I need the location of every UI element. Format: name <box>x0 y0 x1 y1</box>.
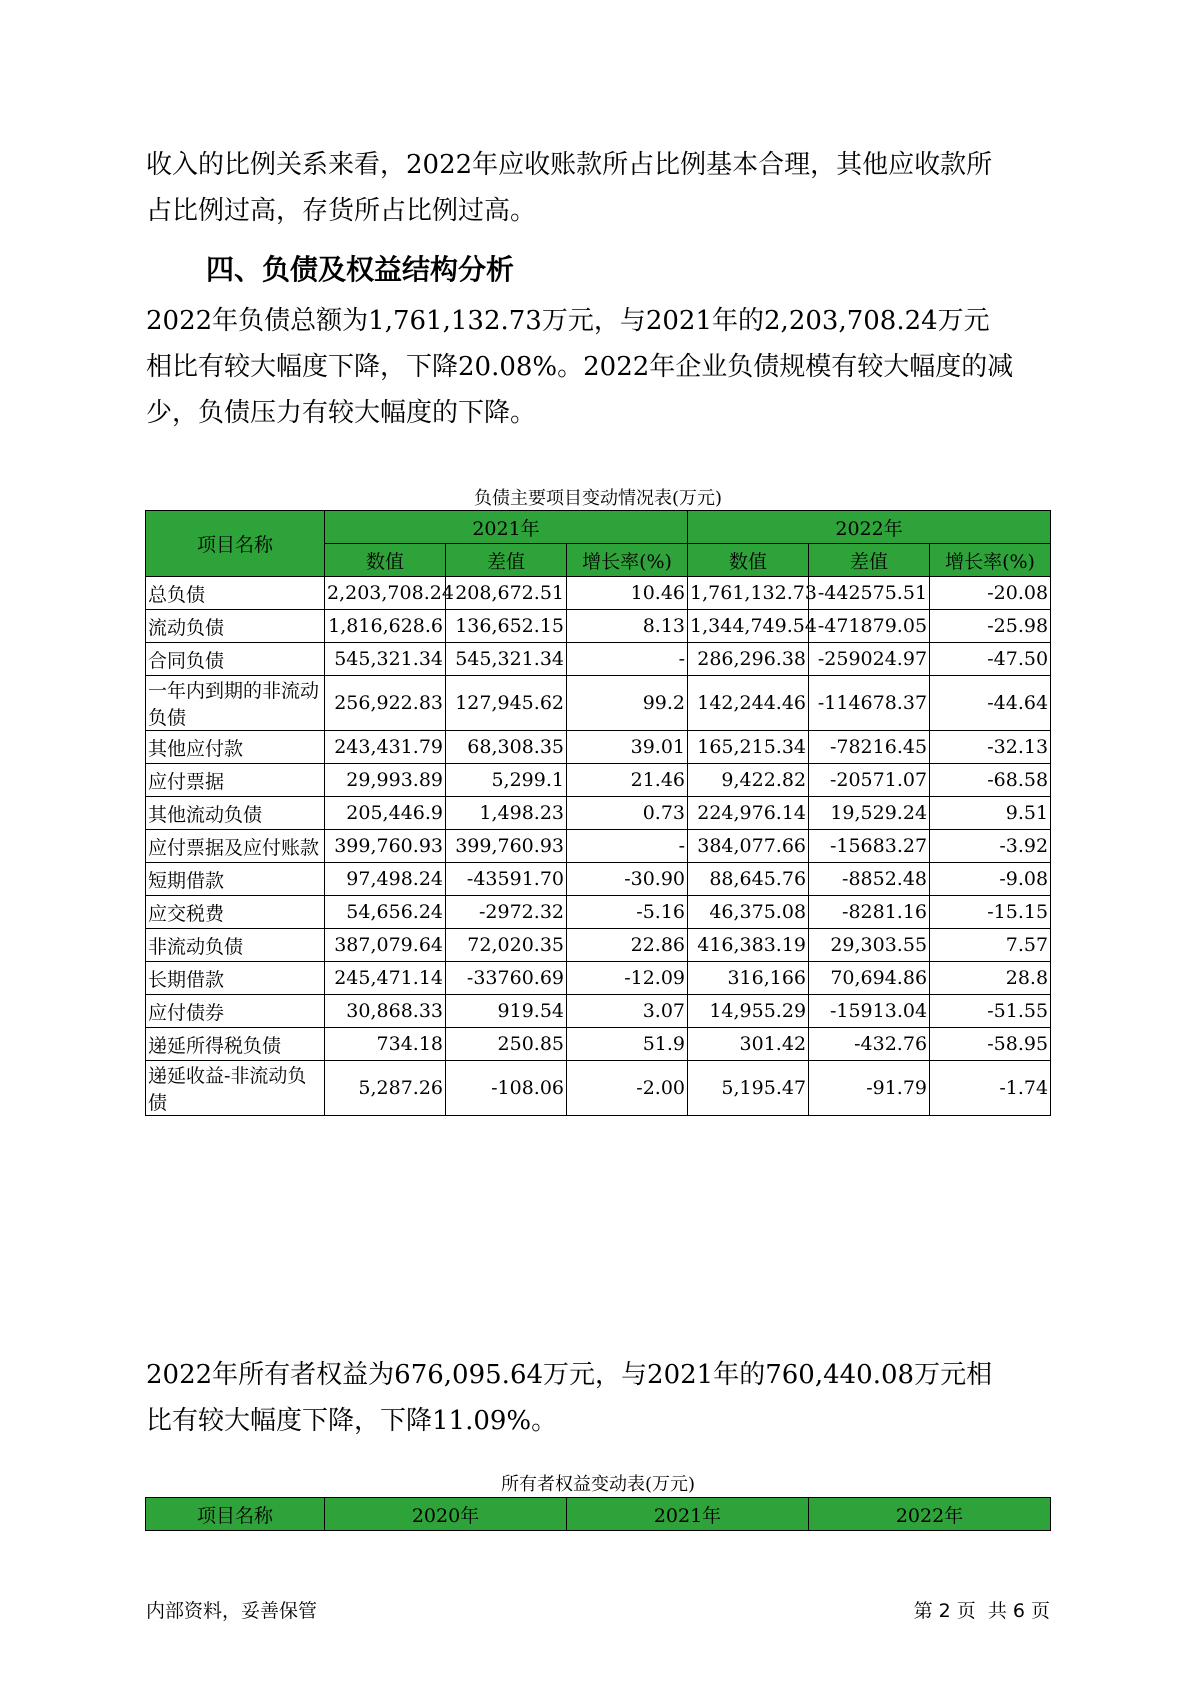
cell-growth-2021: -30.90 <box>567 863 688 896</box>
equity-header-item: 项目名称 <box>146 1498 325 1531</box>
cell-growth-2021: 0.73 <box>567 797 688 830</box>
cell-growth-2021: 10.46 <box>567 577 688 610</box>
cell-value-2022: 9,422.82 <box>688 764 809 797</box>
header-year-2021: 2021年 <box>325 511 688 544</box>
subheader-diff-2022: 差值 <box>809 544 930 577</box>
row-label: 应付债券 <box>146 995 325 1028</box>
liability-table-caption: 负债主要项目变动情况表(万元) <box>473 488 723 509</box>
cell-diff-2022: -15683.27 <box>809 830 930 863</box>
row-label: 其他应付款 <box>146 731 325 764</box>
cell-diff-2022: -442575.51 <box>809 577 930 610</box>
table-row <box>146 764 1051 797</box>
subheader-value-2021: 数值 <box>325 544 446 577</box>
liability-line-2: 相比有较大幅度下降，下降20.08%。2022年企业负债规模有较大幅度的减 <box>146 352 1014 382</box>
cell-diff-2022: -8852.48 <box>809 863 930 896</box>
cell-growth-2022: -3.92 <box>930 830 1051 863</box>
cell-value-2022: 416,383.19 <box>688 929 809 962</box>
cell-value-2022: 286,296.38 <box>688 643 809 676</box>
liability-line-1: 2022年负债总额为1,761,132.73万元，与2021年的2,203,708.24万元 <box>146 306 990 336</box>
equity-header-2021: 2021年 <box>567 1498 809 1531</box>
cell-diff-2021: -43591.70 <box>446 863 567 896</box>
cell-growth-2021: -2.00 <box>567 1061 688 1116</box>
subheader-growth-2021: 增长率(%) <box>567 544 688 577</box>
cell-value-2022: 142,244.46 <box>688 676 809 731</box>
table-row <box>146 896 1051 929</box>
row-label: 流动负债 <box>146 610 325 643</box>
cell-value-2022: 316,166 <box>688 962 809 995</box>
cell-value-2022: 165,215.34 <box>688 731 809 764</box>
cell-growth-2021: 21.46 <box>567 764 688 797</box>
subheader-growth-2022: 增长率(%) <box>930 544 1051 577</box>
footer-confidential: 内部资料，妥善保管 <box>146 1600 318 1622</box>
row-label: 长期借款 <box>146 962 325 995</box>
equity-table-caption: 所有者权益变动表(万元) <box>500 1474 696 1495</box>
cell-growth-2021: 99.2 <box>567 676 688 731</box>
cell-diff-2021: -2972.32 <box>446 896 567 929</box>
cell-diff-2022: 29,303.55 <box>809 929 930 962</box>
cell-value-2022: 384,077.66 <box>688 830 809 863</box>
cell-value-2021: 2,203,708.24 <box>325 577 446 610</box>
cell-value-2022: 1,761,132.73 <box>688 577 809 610</box>
row-label: 非流动负债 <box>146 929 325 962</box>
cell-growth-2022: 28.8 <box>930 962 1051 995</box>
cell-diff-2022: -259024.97 <box>809 643 930 676</box>
subheader-diff-2021: 差值 <box>446 544 567 577</box>
cell-diff-2021: 399,760.93 <box>446 830 567 863</box>
cell-diff-2022: -8281.16 <box>809 896 930 929</box>
cell-growth-2022: -47.50 <box>930 643 1051 676</box>
cell-value-2021: 545,321.34 <box>325 643 446 676</box>
cell-diff-2021: 545,321.34 <box>446 643 567 676</box>
cell-value-2021: 245,471.14 <box>325 962 446 995</box>
row-label: 递延收益-非流动负债 <box>146 1061 325 1116</box>
cell-value-2021: 205,446.9 <box>325 797 446 830</box>
cell-growth-2021: 51.9 <box>567 1028 688 1061</box>
row-label: 应付票据及应付账款 <box>146 830 325 863</box>
cell-growth-2022: -68.58 <box>930 764 1051 797</box>
cell-growth-2021: - <box>567 643 688 676</box>
cell-growth-2022: -58.95 <box>930 1028 1051 1061</box>
cell-value-2021: 387,079.64 <box>325 929 446 962</box>
cell-growth-2021: -12.09 <box>567 962 688 995</box>
table-row <box>146 995 1051 1028</box>
equity-header-2020: 2020年 <box>325 1498 567 1531</box>
cell-value-2021: 30,868.33 <box>325 995 446 1028</box>
table-row <box>146 1028 1051 1061</box>
cell-diff-2022: -20571.07 <box>809 764 930 797</box>
cell-value-2022: 301.42 <box>688 1028 809 1061</box>
table-row <box>146 676 1051 731</box>
cell-growth-2022: 9.51 <box>930 797 1051 830</box>
cell-value-2021: 54,656.24 <box>325 896 446 929</box>
equity-table <box>145 1497 1051 1531</box>
cell-growth-2022: -15.15 <box>930 896 1051 929</box>
subheader-value-2022: 数值 <box>688 544 809 577</box>
cell-diff-2021: -108.06 <box>446 1061 567 1116</box>
cell-diff-2022: -91.79 <box>809 1061 930 1116</box>
cell-value-2022: 1,344,749.54 <box>688 610 809 643</box>
cell-growth-2022: -51.55 <box>930 995 1051 1028</box>
equity-line-1: 2022年所有者权益为676,095.64万元，与2021年的760,440.08万元相 <box>146 1360 993 1390</box>
cell-diff-2021: 1,498.23 <box>446 797 567 830</box>
cell-growth-2022: -32.13 <box>930 731 1051 764</box>
intro-line-2: 占比例过高，存货所占比例过高。 <box>146 196 537 226</box>
cell-diff-2021: 127,945.62 <box>446 676 567 731</box>
row-label: 应付票据 <box>146 764 325 797</box>
equity-line-2: 比有较大幅度下降，下降11.09%。 <box>146 1406 558 1436</box>
table-row <box>146 929 1051 962</box>
cell-value-2021: 256,922.83 <box>325 676 446 731</box>
liability-line-3: 少，负债压力有较大幅度的下降。 <box>146 398 537 428</box>
liability-paragraph <box>146 298 1046 436</box>
cell-value-2021: 1,816,628.6 <box>325 610 446 643</box>
equity-header-2022: 2022年 <box>809 1498 1051 1531</box>
cell-value-2022: 5,195.47 <box>688 1061 809 1116</box>
cell-diff-2021: 5,299.1 <box>446 764 567 797</box>
table-row <box>146 962 1051 995</box>
cell-diff-2022: -471879.05 <box>809 610 930 643</box>
table-row <box>146 863 1051 896</box>
row-label: 递延所得税负债 <box>146 1028 325 1061</box>
cell-diff-2022: -78216.45 <box>809 731 930 764</box>
intro-paragraph <box>146 142 1046 234</box>
cell-diff-2021: 919.54 <box>446 995 567 1028</box>
cell-value-2021: 734.18 <box>325 1028 446 1061</box>
cell-value-2021: 5,287.26 <box>325 1061 446 1116</box>
row-label: 应交税费 <box>146 896 325 929</box>
cell-growth-2022: -9.08 <box>930 863 1051 896</box>
table-row <box>146 643 1051 676</box>
cell-growth-2021: -5.16 <box>567 896 688 929</box>
cell-diff-2021: 208,672.51 <box>446 577 567 610</box>
liability-table <box>145 510 1051 1116</box>
row-label: 总负债 <box>146 577 325 610</box>
cell-value-2022: 224,976.14 <box>688 797 809 830</box>
cell-diff-2022: 19,529.24 <box>809 797 930 830</box>
table-row <box>146 610 1051 643</box>
cell-growth-2022: 7.57 <box>930 929 1051 962</box>
cell-diff-2021: 136,652.15 <box>446 610 567 643</box>
cell-value-2022: 46,375.08 <box>688 896 809 929</box>
section-heading: 四、负债及权益结构分析 <box>206 253 515 286</box>
row-label: 其他流动负债 <box>146 797 325 830</box>
cell-growth-2021: - <box>567 830 688 863</box>
cell-diff-2021: 250.85 <box>446 1028 567 1061</box>
cell-growth-2021: 22.86 <box>567 929 688 962</box>
cell-diff-2022: 70,694.86 <box>809 962 930 995</box>
cell-diff-2022: -114678.37 <box>809 676 930 731</box>
row-label: 短期借款 <box>146 863 325 896</box>
table-row <box>146 1061 1051 1116</box>
cell-diff-2022: -15913.04 <box>809 995 930 1028</box>
row-label: 一年内到期的非流动负债 <box>146 676 325 731</box>
cell-growth-2022: -1.74 <box>930 1061 1051 1116</box>
cell-growth-2022: -20.08 <box>930 577 1051 610</box>
cell-growth-2022: -25.98 <box>930 610 1051 643</box>
row-label: 合同负债 <box>146 643 325 676</box>
intro-line-1: 收入的比例关系来看，2022年应收账款所占比例基本合理，其他应收款所 <box>146 150 993 180</box>
table-row <box>146 577 1051 610</box>
header-item-name: 项目名称 <box>146 511 325 577</box>
cell-growth-2021: 8.13 <box>567 610 688 643</box>
table-row <box>146 731 1051 764</box>
cell-diff-2022: -432.76 <box>809 1028 930 1061</box>
cell-value-2021: 243,431.79 <box>325 731 446 764</box>
cell-value-2021: 399,760.93 <box>325 830 446 863</box>
footer-page-number: 第 2 页 共 6 页 <box>913 1600 1050 1622</box>
cell-growth-2022: -44.64 <box>930 676 1051 731</box>
cell-diff-2021: 68,308.35 <box>446 731 567 764</box>
table-row <box>146 797 1051 830</box>
cell-value-2021: 29,993.89 <box>325 764 446 797</box>
cell-value-2021: 97,498.24 <box>325 863 446 896</box>
cell-value-2022: 14,955.29 <box>688 995 809 1028</box>
cell-growth-2021: 39.01 <box>567 731 688 764</box>
header-year-2022: 2022年 <box>688 511 1051 544</box>
cell-diff-2021: -33760.69 <box>446 962 567 995</box>
equity-paragraph <box>146 1352 1046 1444</box>
cell-diff-2021: 72,020.35 <box>446 929 567 962</box>
table-row <box>146 830 1051 863</box>
cell-value-2022: 88,645.76 <box>688 863 809 896</box>
cell-growth-2021: 3.07 <box>567 995 688 1028</box>
